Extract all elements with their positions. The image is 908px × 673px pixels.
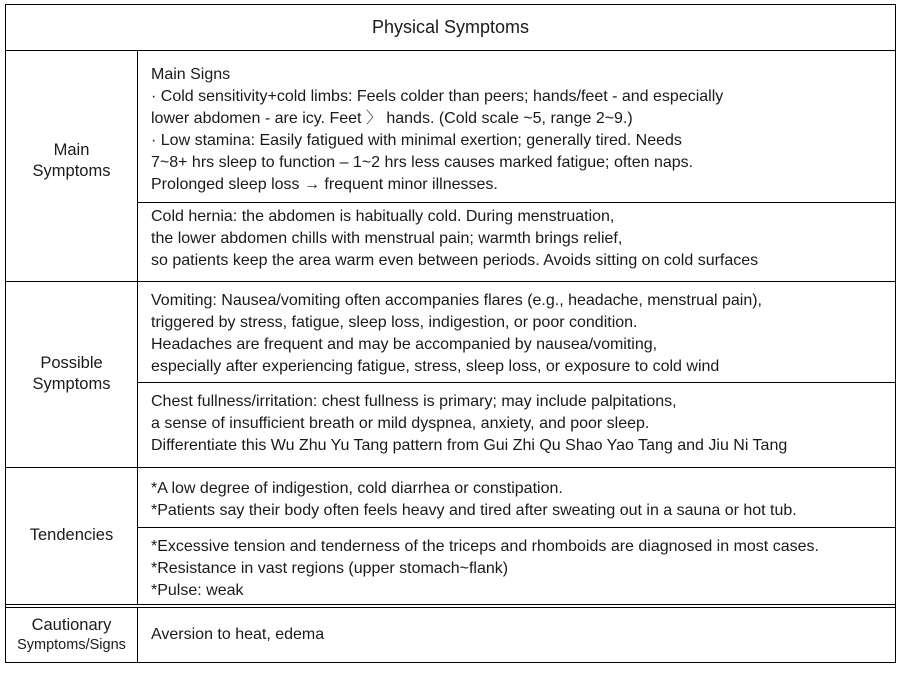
text-line: 7~8+ hrs sleep to function – 1~2 hrs less causes marked fatigue; often naps. — [151, 154, 694, 171]
text-line: *Excessive tension and tenderness of the triceps and rhomboids are diagnosed in most cases. — [151, 538, 819, 555]
vomiting-cell — [138, 290, 895, 378]
text-line: · Cold sensitivity+cold limbs: Feels colder than peers; hands/feet - and especially — [151, 88, 724, 105]
text-line: Chest fullness/irritation: chest fullness is primary; may include palpitations, — [151, 393, 677, 410]
section-cautionary — [6, 608, 895, 662]
label-line: Tendencies — [29, 526, 114, 544]
text-line: Headaches are frequent and may be accompanied by nausea/vomiting, — [151, 336, 658, 353]
cold-hernia-cell — [138, 202, 895, 281]
text-line: Prolonged sleep loss → frequent minor illnesses. — [151, 176, 498, 193]
label-line: Main — [53, 140, 90, 159]
chest-fullness-cell — [138, 382, 895, 467]
text-line: *Pulse: weak — [151, 582, 244, 599]
table-title: Physical Symptoms — [6, 5, 895, 51]
text-line: Differentiate this Wu Zhu Yu Tang pattern from Gui Zhi Qu Shao Yao Tang and Jiu Ni Tang — [151, 437, 788, 454]
text-line: Aversion to heat, edema — [151, 626, 325, 643]
tendencies-cell-1 — [138, 478, 895, 522]
label-line: Symptoms — [32, 161, 111, 180]
label-line: Symptoms — [32, 375, 111, 393]
text-line: especially after experiencing fatigue, stress, sleep loss, or exposure to cold wind — [151, 358, 720, 375]
label-line: Symptoms/Signs — [17, 637, 126, 653]
section-possible-symptoms — [6, 281, 895, 468]
text-line: · Low stamina: Easily fatigued with minimal exertion; generally tired. Needs — [151, 132, 682, 149]
cautionary-cell — [138, 608, 895, 662]
text-line: a sense of insufficient breath or mild dyspnea, anxiety, and poor sleep. — [151, 415, 650, 432]
label-line: Possible — [40, 354, 103, 372]
text-line: *Resistance in vast regions (upper stomach~flank) — [151, 560, 509, 577]
section-label-cautionary — [6, 608, 138, 662]
tendencies-cell-2 — [138, 527, 895, 604]
text-line: so patients keep the area warm even between periods. Avoids sitting on cold surfaces — [151, 252, 759, 269]
section-label-tendencies — [6, 467, 138, 604]
section-main-symptoms — [6, 50, 895, 282]
text-line: *A low degree of indigestion, cold diarrhea or constipation. — [151, 480, 563, 497]
label-line: Cautionary — [31, 616, 112, 634]
section-label-possible-symptoms — [6, 281, 138, 467]
physical-symptoms-table — [5, 4, 896, 663]
section-tendencies — [6, 467, 895, 604]
main-signs-cell — [138, 64, 895, 196]
text-line: lower abdomen - are icy. Feet 〉 hands. (Cold scale ~5, range 2~9.) — [151, 110, 633, 127]
text-line: *Patients say their body often feels heavy and tired after sweating out in a sauna or hot tub. — [151, 502, 797, 519]
text-line: Vomiting: Nausea/vomiting often accompanies flares (e.g., headache, menstrual pain), — [151, 292, 762, 309]
section-label-main-symptoms — [6, 50, 138, 281]
text-line: Main Signs — [151, 66, 231, 83]
text-line: the lower abdomen chills with menstrual pain; warmth brings relief, — [151, 230, 623, 247]
text-line: triggered by stress, fatigue, sleep loss, indigestion, or poor condition. — [151, 314, 638, 331]
text-line: Cold hernia: the abdomen is habitually cold. During menstruation, — [151, 208, 615, 225]
